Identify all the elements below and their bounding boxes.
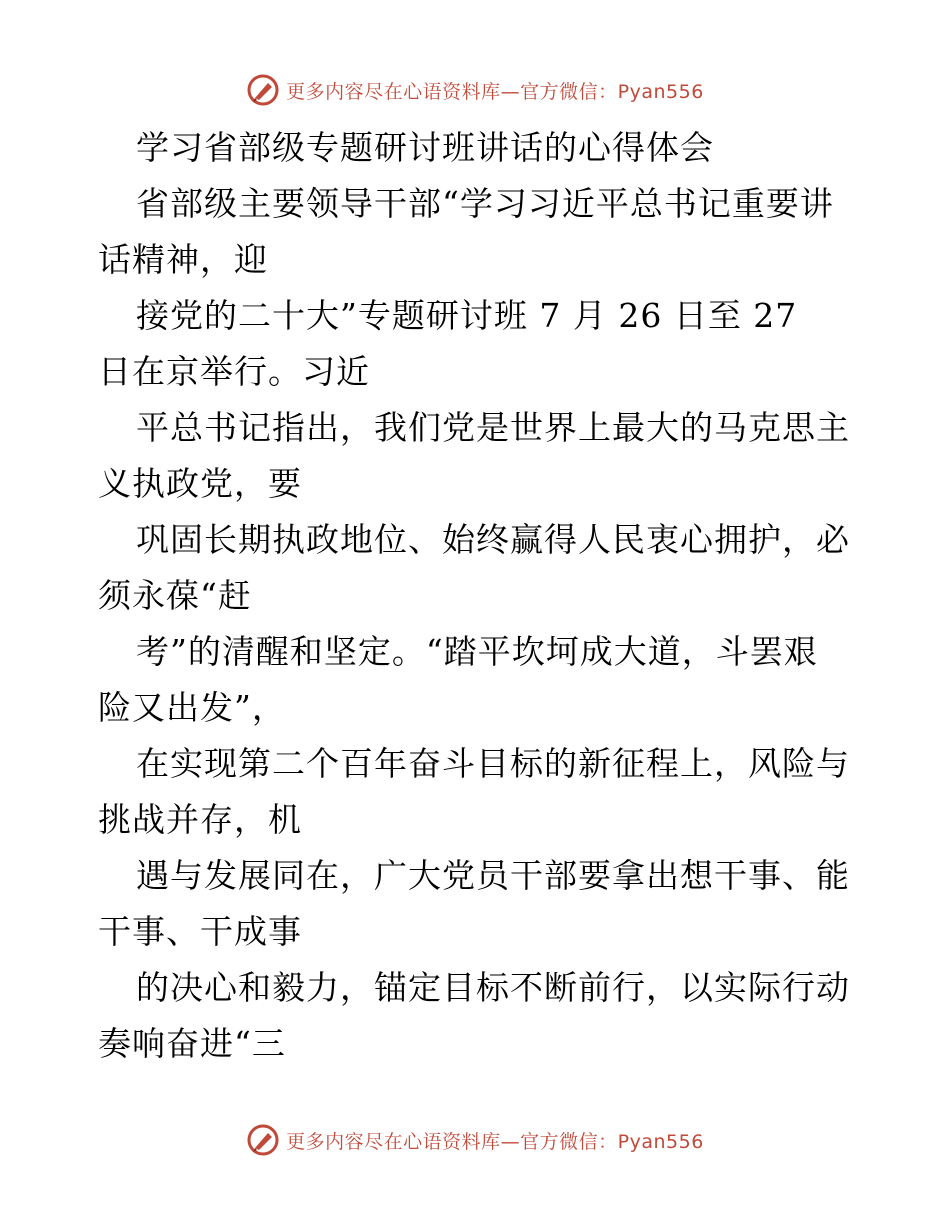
paragraph-line: 的决心和毅力，锚定目标不断前行，以实际行动 <box>136 968 850 1007</box>
paragraph-line: 险又出发”， <box>98 688 286 727</box>
paragraph-line: 干事、干成事 <box>98 912 302 951</box>
footer-banner-text: 更多内容尽在心语资料库—官方微信：Pyan556 <box>286 1130 704 1153</box>
pen-logo-icon <box>246 73 280 107</box>
footer-banner-content <box>246 1123 704 1157</box>
pen-logo-icon <box>246 1123 280 1157</box>
footer-banner <box>0 1120 950 1160</box>
paragraph-line: 义执政党，要 <box>98 464 302 503</box>
header-banner-text: 更多内容尽在心语资料库—官方微信：Pyan556 <box>286 80 704 103</box>
paragraph-line: 接党的二十大”专题研讨班 7 月 26 日至 27 <box>136 296 798 335</box>
paragraph-line: 平总书记指出，我们党是世界上最大的马克思主 <box>136 408 850 447</box>
paragraph-line: 日在京举行。习近 <box>98 352 370 391</box>
paragraph-line: 须永葆“赶 <box>98 576 252 615</box>
paragraph-line: 考”的清醒和坚定。“踏平坎坷成大道，斗罢艰 <box>136 632 818 671</box>
document-title: 学习省部级专题研讨班讲话的心得体会 <box>136 128 714 167</box>
header-banner-content <box>246 73 704 107</box>
paragraph-line: 巩固长期执政地位、始终赢得人民衷心拥护，必 <box>136 520 850 559</box>
paragraph-line: 奏响奋进“三 <box>98 1024 286 1063</box>
header-banner <box>0 70 950 110</box>
paragraph-line: 在实现第二个百年奋斗目标的新征程上，风险与 <box>136 744 850 783</box>
paragraph-line: 省部级主要领导干部“学习习近平总书记重要讲 <box>136 184 834 223</box>
document-body <box>98 120 858 1072</box>
paragraph-line: 话精神，迎 <box>98 240 268 279</box>
paragraph-line: 挑战并存，机 <box>98 800 302 839</box>
paragraph-line: 遇与发展同在，广大党员干部要拿出想干事、能 <box>136 856 850 895</box>
